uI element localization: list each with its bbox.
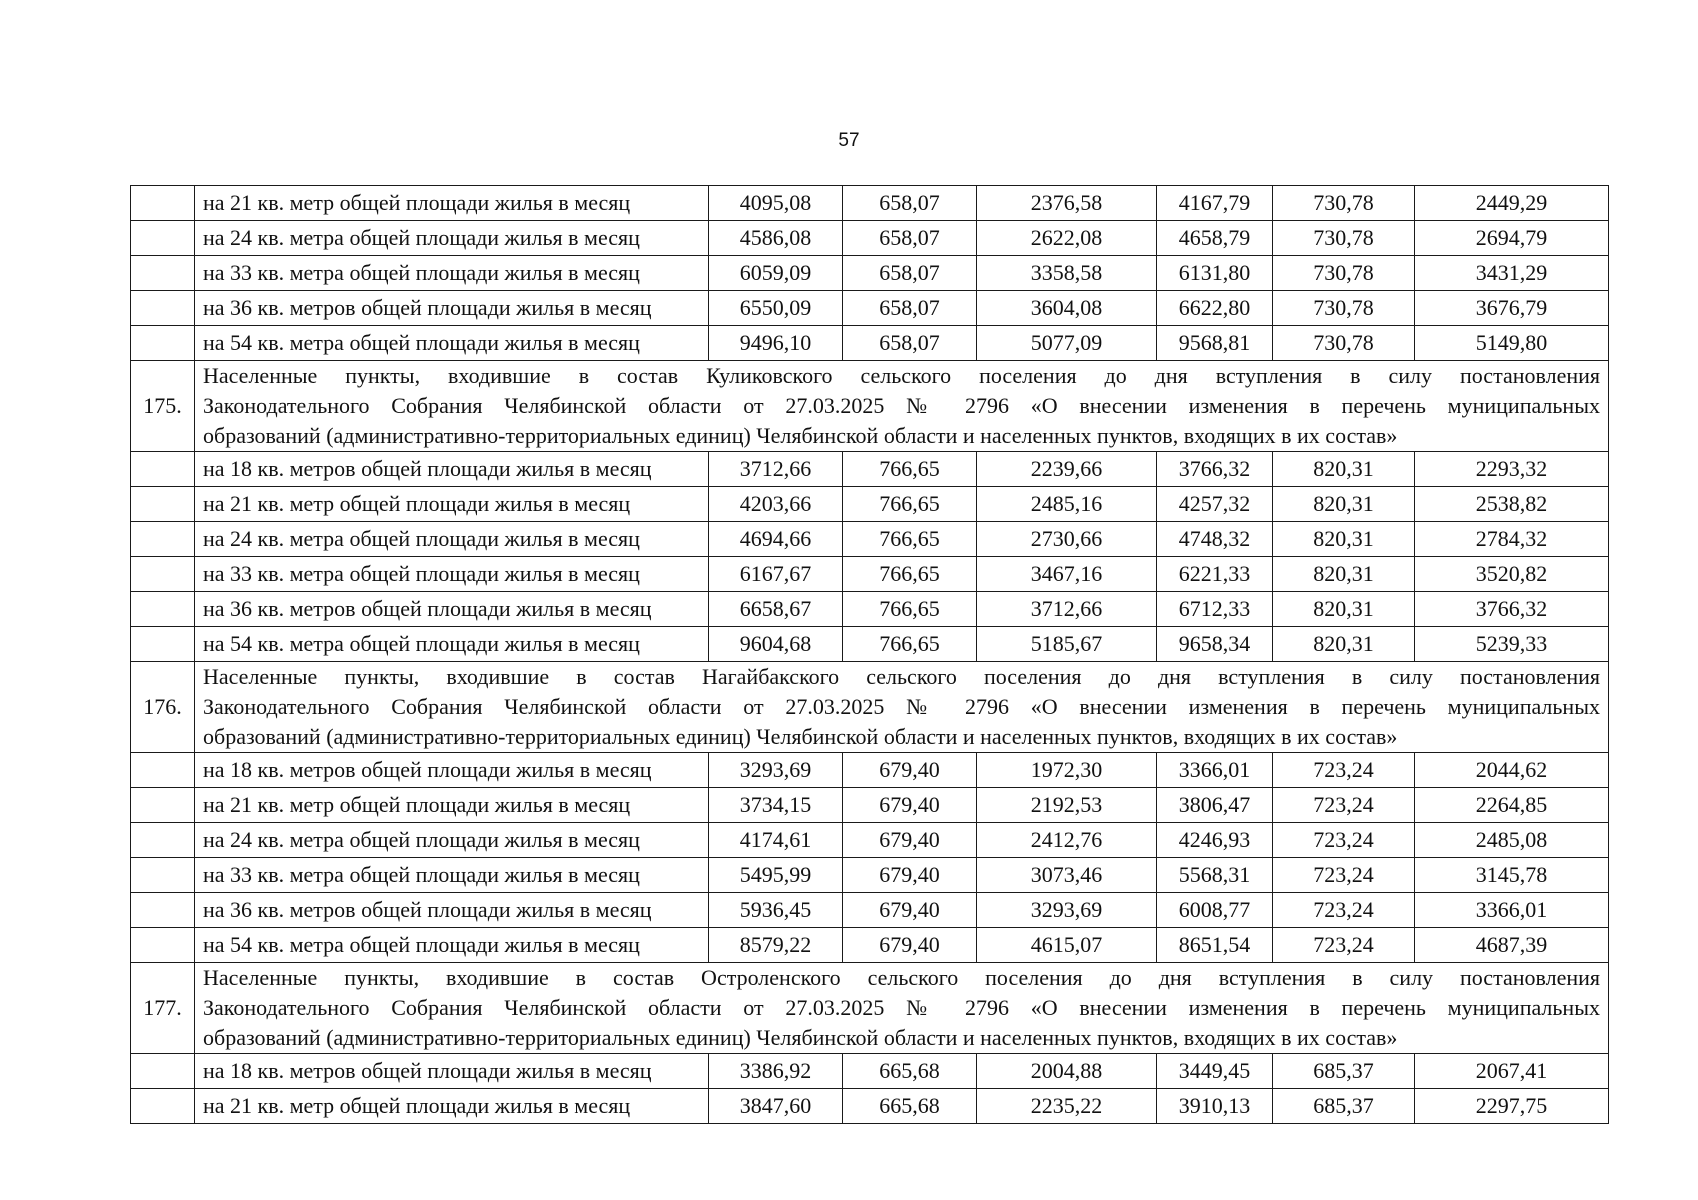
value-cell: 5239,33 <box>1415 627 1609 662</box>
value-cell: 679,40 <box>843 928 977 963</box>
row-number-cell <box>131 893 195 928</box>
value-cell: 2412,76 <box>977 823 1157 858</box>
value-cell: 4174,61 <box>709 823 843 858</box>
section-heading <box>195 963 1609 1054</box>
row-number-cell <box>131 788 195 823</box>
row-description: на 36 кв. метров общей площади жилья в месяц <box>195 592 709 627</box>
value-cell: 766,65 <box>843 557 977 592</box>
section-number: 177. <box>131 963 195 1054</box>
value-cell: 2297,75 <box>1415 1089 1609 1124</box>
section-heading-line: Населенные пункты, входившие в состав Нагайбакского сельского поселения до дня вступления в силу постановления <box>203 664 1600 689</box>
row-description: на 36 кв. метров общей площади жилья в месяц <box>195 893 709 928</box>
value-cell: 658,07 <box>843 256 977 291</box>
value-cell: 2784,32 <box>1415 522 1609 557</box>
table-row <box>131 452 1609 487</box>
row-number-cell <box>131 256 195 291</box>
value-cell: 9658,34 <box>1157 627 1273 662</box>
value-cell: 8651,54 <box>1157 928 1273 963</box>
row-number-cell <box>131 1089 195 1124</box>
section-heading-row <box>131 662 1609 753</box>
value-cell: 6059,09 <box>709 256 843 291</box>
section-number: 175. <box>131 361 195 452</box>
value-cell: 4586,08 <box>709 221 843 256</box>
table-row <box>131 522 1609 557</box>
value-cell: 658,07 <box>843 186 977 221</box>
row-description: на 36 кв. метров общей площади жилья в месяц <box>195 291 709 326</box>
value-cell: 723,24 <box>1273 893 1415 928</box>
value-cell: 6167,67 <box>709 557 843 592</box>
value-cell: 766,65 <box>843 487 977 522</box>
value-cell: 9604,68 <box>709 627 843 662</box>
value-cell: 1972,30 <box>977 753 1157 788</box>
section-number: 176. <box>131 662 195 753</box>
value-cell: 766,65 <box>843 522 977 557</box>
value-cell: 730,78 <box>1273 186 1415 221</box>
value-cell: 2485,16 <box>977 487 1157 522</box>
value-cell: 5077,09 <box>977 326 1157 361</box>
row-number-cell <box>131 858 195 893</box>
row-description: на 18 кв. метров общей площади жилья в месяц <box>195 1054 709 1089</box>
value-cell: 4167,79 <box>1157 186 1273 221</box>
value-cell: 658,07 <box>843 291 977 326</box>
section-heading-line: Населенные пункты, входившие в состав Остроленского сельского поселения до дня вступления в силу постановления <box>203 965 1600 990</box>
value-cell: 3806,47 <box>1157 788 1273 823</box>
section-heading-line: Законодательного Собрания Челябинской области от 27.03.2025 № 2796 «О внесении изменения в перечень муниципальных <box>203 694 1600 719</box>
row-number-cell <box>131 291 195 326</box>
value-cell: 3910,13 <box>1157 1089 1273 1124</box>
value-cell: 730,78 <box>1273 221 1415 256</box>
value-cell: 6131,80 <box>1157 256 1273 291</box>
value-cell: 5568,31 <box>1157 858 1273 893</box>
table-row <box>131 1089 1609 1124</box>
value-cell: 9496,10 <box>709 326 843 361</box>
value-cell: 679,40 <box>843 893 977 928</box>
value-cell: 730,78 <box>1273 291 1415 326</box>
table-row <box>131 788 1609 823</box>
value-cell: 3366,01 <box>1157 753 1273 788</box>
value-cell: 3520,82 <box>1415 557 1609 592</box>
row-description: на 18 кв. метров общей площади жилья в месяц <box>195 753 709 788</box>
value-cell: 2192,53 <box>977 788 1157 823</box>
value-cell: 723,24 <box>1273 753 1415 788</box>
value-cell: 4615,07 <box>977 928 1157 963</box>
row-description: на 21 кв. метр общей площади жилья в месяц <box>195 186 709 221</box>
row-number-cell <box>131 928 195 963</box>
value-cell: 730,78 <box>1273 326 1415 361</box>
section-heading-line: образований (административно-территориальных единиц) Челябинской области и населенных пунктов, входящих в их состав» <box>203 724 1398 749</box>
value-cell: 3293,69 <box>977 893 1157 928</box>
value-cell: 766,65 <box>843 592 977 627</box>
value-cell: 3712,66 <box>709 452 843 487</box>
value-cell: 723,24 <box>1273 788 1415 823</box>
row-description: на 33 кв. метра общей площади жилья в месяц <box>195 256 709 291</box>
value-cell: 3073,46 <box>977 858 1157 893</box>
value-cell: 2694,79 <box>1415 221 1609 256</box>
row-number-cell <box>131 186 195 221</box>
value-cell: 665,68 <box>843 1089 977 1124</box>
row-description: на 24 кв. метра общей площади жилья в месяц <box>195 221 709 256</box>
value-cell: 820,31 <box>1273 522 1415 557</box>
row-number-cell <box>131 522 195 557</box>
table-row <box>131 1054 1609 1089</box>
value-cell: 4694,66 <box>709 522 843 557</box>
value-cell: 5495,99 <box>709 858 843 893</box>
value-cell: 685,37 <box>1273 1089 1415 1124</box>
value-cell: 3604,08 <box>977 291 1157 326</box>
value-cell: 679,40 <box>843 788 977 823</box>
value-cell: 4246,93 <box>1157 823 1273 858</box>
value-cell: 6658,67 <box>709 592 843 627</box>
value-cell: 6008,77 <box>1157 893 1273 928</box>
table-row <box>131 557 1609 592</box>
value-cell: 2538,82 <box>1415 487 1609 522</box>
value-cell: 2730,66 <box>977 522 1157 557</box>
value-cell: 4257,32 <box>1157 487 1273 522</box>
value-cell: 658,07 <box>843 221 977 256</box>
table-row <box>131 823 1609 858</box>
value-cell: 3293,69 <box>709 753 843 788</box>
section-heading-line: Населенные пункты, входившие в состав Куликовского сельского поселения до дня вступления в силу постановления <box>203 363 1600 388</box>
row-description: на 18 кв. метров общей площади жилья в месяц <box>195 452 709 487</box>
row-description: на 33 кв. метра общей площади жилья в месяц <box>195 858 709 893</box>
row-number-cell <box>131 823 195 858</box>
value-cell: 679,40 <box>843 858 977 893</box>
table-row <box>131 893 1609 928</box>
value-cell: 820,31 <box>1273 452 1415 487</box>
row-number-cell <box>131 326 195 361</box>
table-row <box>131 592 1609 627</box>
row-description: на 21 кв. метр общей площади жилья в месяц <box>195 1089 709 1124</box>
row-description: на 54 кв. метра общей площади жилья в месяц <box>195 326 709 361</box>
value-cell: 2067,41 <box>1415 1054 1609 1089</box>
value-cell: 723,24 <box>1273 858 1415 893</box>
table-row <box>131 753 1609 788</box>
value-cell: 2485,08 <box>1415 823 1609 858</box>
value-cell: 2004,88 <box>977 1054 1157 1089</box>
value-cell: 3366,01 <box>1415 893 1609 928</box>
value-cell: 723,24 <box>1273 823 1415 858</box>
row-number-cell <box>131 221 195 256</box>
value-cell: 820,31 <box>1273 627 1415 662</box>
value-cell: 730,78 <box>1273 256 1415 291</box>
value-cell: 766,65 <box>843 627 977 662</box>
value-cell: 2622,08 <box>977 221 1157 256</box>
value-cell: 820,31 <box>1273 592 1415 627</box>
value-cell: 5149,80 <box>1415 326 1609 361</box>
row-number-cell <box>131 753 195 788</box>
section-heading <box>195 361 1609 452</box>
section-heading-line: Законодательного Собрания Челябинской области от 27.03.2025 № 2796 «О внесении изменения в перечень муниципальных <box>203 393 1600 418</box>
row-description: на 54 кв. метра общей площади жилья в месяц <box>195 928 709 963</box>
table-row <box>131 627 1609 662</box>
value-cell: 2293,32 <box>1415 452 1609 487</box>
value-cell: 4203,66 <box>709 487 843 522</box>
value-cell: 6712,33 <box>1157 592 1273 627</box>
value-cell: 2449,29 <box>1415 186 1609 221</box>
value-cell: 665,68 <box>843 1054 977 1089</box>
row-description: на 54 кв. метра общей площади жилья в месяц <box>195 627 709 662</box>
value-cell: 2264,85 <box>1415 788 1609 823</box>
value-cell: 6221,33 <box>1157 557 1273 592</box>
value-cell: 3847,60 <box>709 1089 843 1124</box>
section-heading-line: образований (административно-территориальных единиц) Челябинской области и населенных пунктов, входящих в их состав» <box>203 1025 1398 1050</box>
row-number-cell <box>131 487 195 522</box>
value-cell: 679,40 <box>843 753 977 788</box>
value-cell: 723,24 <box>1273 928 1415 963</box>
value-cell: 2235,22 <box>977 1089 1157 1124</box>
section-heading-line: образований (административно-территориальных единиц) Челябинской области и населенных пунктов, входящих в их состав» <box>203 423 1398 448</box>
table-row <box>131 291 1609 326</box>
value-cell: 3676,79 <box>1415 291 1609 326</box>
page-number: 57 <box>838 130 860 151</box>
value-cell: 2044,62 <box>1415 753 1609 788</box>
value-cell: 3712,66 <box>977 592 1157 627</box>
tariff-table-body <box>131 186 1609 1124</box>
value-cell: 4687,39 <box>1415 928 1609 963</box>
value-cell: 4658,79 <box>1157 221 1273 256</box>
row-number-cell <box>131 592 195 627</box>
value-cell: 3386,92 <box>709 1054 843 1089</box>
table-row <box>131 858 1609 893</box>
value-cell: 8579,22 <box>709 928 843 963</box>
value-cell: 820,31 <box>1273 487 1415 522</box>
value-cell: 4748,32 <box>1157 522 1273 557</box>
value-cell: 3766,32 <box>1157 452 1273 487</box>
row-number-cell <box>131 452 195 487</box>
table-row <box>131 186 1609 221</box>
section-heading-row <box>131 361 1609 452</box>
section-heading-row <box>131 963 1609 1054</box>
value-cell: 3145,78 <box>1415 858 1609 893</box>
row-description: на 24 кв. метра общей площади жилья в месяц <box>195 522 709 557</box>
value-cell: 6622,80 <box>1157 291 1273 326</box>
row-number-cell <box>131 557 195 592</box>
value-cell: 3358,58 <box>977 256 1157 291</box>
value-cell: 3467,16 <box>977 557 1157 592</box>
value-cell: 820,31 <box>1273 557 1415 592</box>
row-description: на 33 кв. метра общей площади жилья в месяц <box>195 557 709 592</box>
table-row <box>131 928 1609 963</box>
section-heading-line: Законодательного Собрания Челябинской области от 27.03.2025 № 2796 «О внесении изменения в перечень муниципальных <box>203 995 1600 1020</box>
row-description: на 21 кв. метр общей площади жилья в месяц <box>195 788 709 823</box>
table-row <box>131 221 1609 256</box>
value-cell: 3431,29 <box>1415 256 1609 291</box>
row-description: на 24 кв. метра общей площади жилья в месяц <box>195 823 709 858</box>
value-cell: 5185,67 <box>977 627 1157 662</box>
section-heading <box>195 662 1609 753</box>
value-cell: 2376,58 <box>977 186 1157 221</box>
value-cell: 3449,45 <box>1157 1054 1273 1089</box>
value-cell: 685,37 <box>1273 1054 1415 1089</box>
table-row <box>131 487 1609 522</box>
row-description: на 21 кв. метр общей площади жилья в месяц <box>195 487 709 522</box>
row-number-cell <box>131 1054 195 1089</box>
value-cell: 2239,66 <box>977 452 1157 487</box>
value-cell: 4095,08 <box>709 186 843 221</box>
table-row <box>131 256 1609 291</box>
value-cell: 766,65 <box>843 452 977 487</box>
value-cell: 5936,45 <box>709 893 843 928</box>
value-cell: 679,40 <box>843 823 977 858</box>
value-cell: 6550,09 <box>709 291 843 326</box>
value-cell: 3734,15 <box>709 788 843 823</box>
value-cell: 3766,32 <box>1415 592 1609 627</box>
row-number-cell <box>131 627 195 662</box>
value-cell: 9568,81 <box>1157 326 1273 361</box>
value-cell: 658,07 <box>843 326 977 361</box>
table-row <box>131 326 1609 361</box>
tariff-table <box>130 185 1609 1124</box>
